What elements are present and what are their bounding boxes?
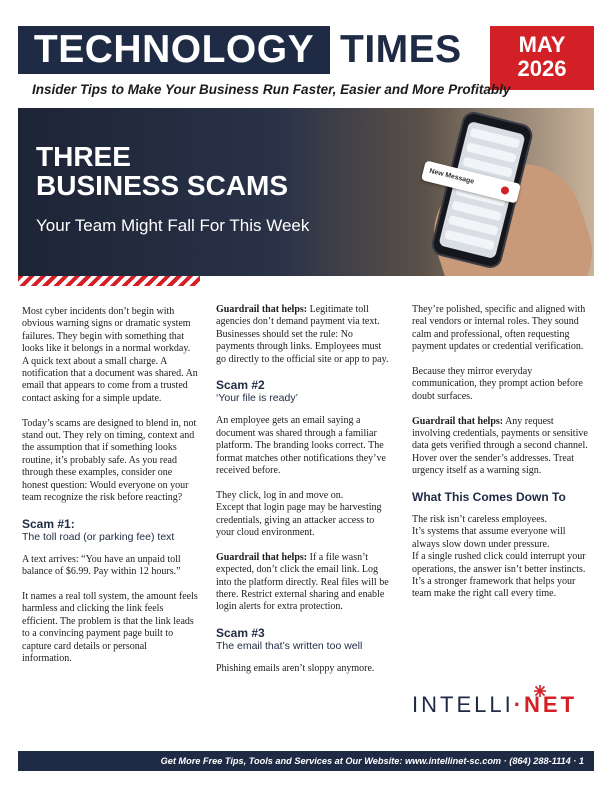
guardrail-text: Any request involving credentials, payments or sensitive data gets verified through a second channel. Hover over the sender’s addresses. Treat urgency itself as a warning sign. [412,415,588,477]
paragraph: Today’s scams are designed to blend in, not stand out. They rely on timing, context and the assumption that if something looks routine, it’s probably safe. As you read through these examples, consider one honest question: Would everyone on your team recognize the risk before reacting? [22,417,197,504]
issue-month: MAY [518,32,566,57]
paragraph: A text arrives: “You have an unpaid toll balance of $6.99. Pay within 12 hours.” [22,553,181,578]
paragraph: An employee gets an email saying a document was shared through a familiar platform. The branding looks correct. The format matches other notifications they’ve received before. [216,415,386,477]
hero-title-line1: THREE [36,141,131,172]
hero-title-line2: BUSINESS SCAMS [36,170,289,201]
article-column-2 [216,304,392,688]
masthead-title-right: TIMES [340,28,462,71]
hero-subtitle: Your Team Might Fall For This Week [36,216,310,235]
paragraph: Because they mirror everyday communication, they prompt action before doubt surfaces. [412,366,583,402]
closing-heading: What This Comes Down To [412,490,566,505]
paragraph-line: If a single rushed click could interrupt your operations, the answer isn’t better instincts. It’s a stronger framework that helps your team make the right call every time. [412,551,586,600]
hazard-stripe-divider [18,276,200,286]
logo-part-intelli: INTELLI [412,692,514,717]
hero-title [36,142,288,200]
scam-3-subheading: The email that’s written too well [216,640,363,653]
paragraph: Phishing emails aren’t sloppy anymore. [216,663,375,675]
scam-1-heading: Scam #1: [22,516,75,531]
paragraph-line: It’s systems that assume everyone will always slow down under pressure. [412,526,566,550]
guardrail-label: Guardrail that helps: [412,415,504,427]
guardrail-3 [412,416,588,478]
paragraph [216,490,392,540]
guardrail-label: Guardrail that helps: [216,304,308,315]
article-column-3 [412,304,588,613]
paragraph: Most cyber incidents don’t begin with obvious warning signs or dramatic system failures. They begin with something that looks like it belongs in a normal workday. A quick text about a small charge. A notification that a document was shared. An email that appears to come from a trusted contact asking for a simple update. [22,306,198,404]
scam-1-subheading: The toll road (or parking fee) text [22,530,175,543]
paragraph-line: Except that login page may be harvesting credentials, giving an attacker access to your cloud environment. [216,502,382,539]
logo-part-net: NET [524,692,578,717]
logo-wordmark [412,692,577,718]
masthead-title-left: TECHNOLOGY [33,28,315,71]
notification-dot-icon [500,186,510,196]
phone-notification-label: New Message [428,167,475,186]
paragraph-line: They click, log in and move on. [216,489,344,501]
guardrail-2 [216,552,392,614]
scam-2-subheading: ‘Your file is ready’ [216,392,298,405]
scam-2-heading: Scam #2 [216,378,265,393]
masthead-title-box [18,26,330,74]
intellinet-logo [412,684,590,716]
guardrail-1 [216,304,392,366]
scam-3-heading: Scam #3 [216,626,265,641]
guardrail-text: Legitimate toll agencies don’t demand payment via text. Businesses should set the rule: No payments through links. Employees must go directly to the official site or app to pay. [216,304,389,365]
article-column-1 [22,306,198,678]
paragraph-line: The risk isn’t careless employees. [412,514,548,526]
guardrail-text: If a file wasn’t expected, don’t click the email link. Log into the platform directly. Real files will be there. Restrict external sharing and enable login alerts for extra protection. [216,551,389,613]
hero-banner [18,108,594,276]
page-footer: Get More Free Tips, Tools and Services at Our Website: www.intellinet-sc.com · (864) 288-1114 · 1 [18,751,594,771]
paragraph [412,514,588,601]
issue-date-badge [490,26,594,90]
guardrail-label: Guardrail that helps: [216,551,308,563]
paragraph: It names a real toll system, the amount feels harmless and clicking the link feels efficient. The problem is that the link leads to a convincing payment page built to capture card details or personal information. [22,591,198,665]
masthead-tagline: Insider Tips to Make Your Business Run Faster, Easier and More Profitably [32,82,511,97]
issue-year: 2026 [517,56,567,81]
paragraph: They’re polished, specific and aligned with real vendors or internal roles. They sound calm and professional, often requesting payment updates or credential verification. [412,304,586,353]
logo-separator: · [513,692,525,717]
